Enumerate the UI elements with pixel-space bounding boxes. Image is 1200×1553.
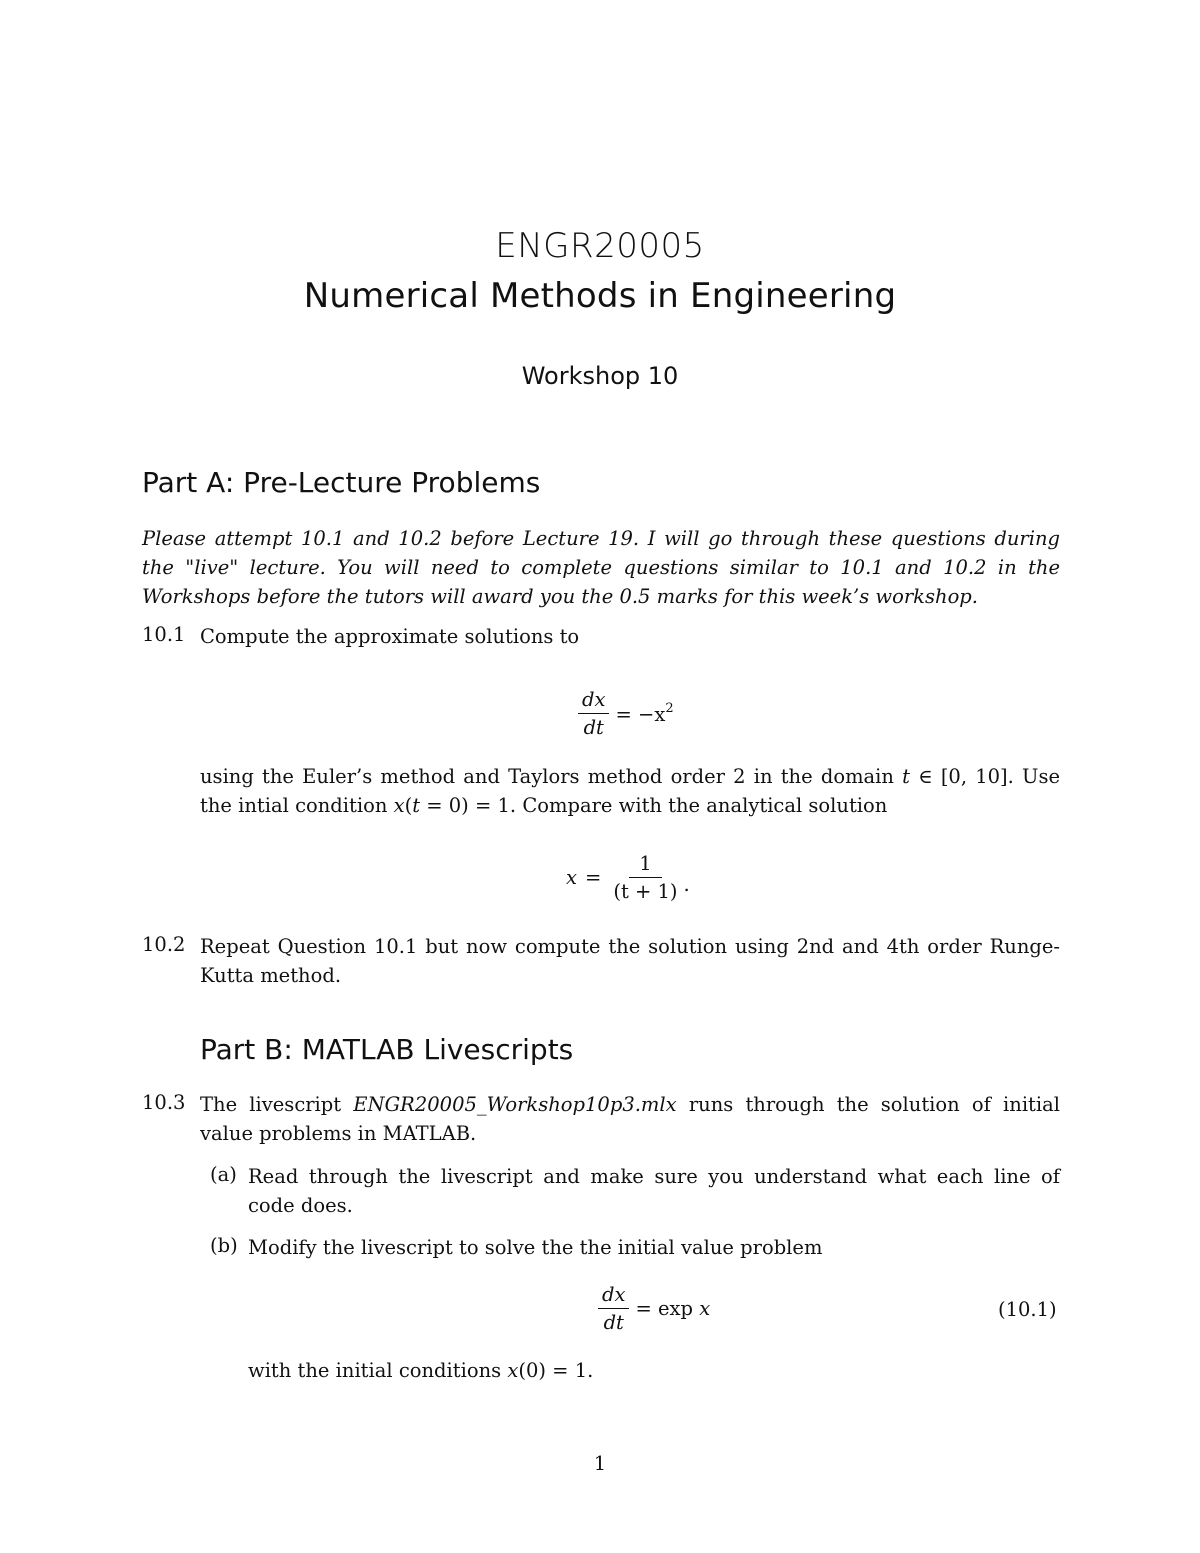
fraction-solution: $\frac{1}{(t + 1)}$	[613, 852, 678, 903]
equation-analytical-solution: x = $\frac{1}{(t + 1)}$ .	[566, 852, 690, 903]
initial-conditions-text: with the initial conditions x(0) = 1.	[248, 1359, 594, 1382]
subquestion-b-text: Modify the livescript to solve the the initial value problem	[248, 1236, 823, 1259]
part-b-heading: Part B: MATLAB Livescripts	[200, 1033, 574, 1066]
question-10-1-instructions: using the Euler’s method and Taylors method order 2 in the domain t ∈ [0, 10]. Use the intial condition x(t = 0) = 1. Compare with the analytical solution	[200, 765, 1060, 817]
part-a-intro: Please attempt 10.1 and 10.2 before Lecture 19. I will go through these questions during the "live" lecture. You will need to complete questions similar to 10.1 and 10.2 in the Workshops before the tutors will award you the 0.5 marks for this week’s workshop.	[142, 527, 1060, 608]
question-10-2-text: Repeat Question 10.1 but now compute the solution using 2nd and 4th order Runge-Kutta method.	[200, 935, 1060, 987]
course-name: Numerical Methods in Engineering	[303, 276, 897, 316]
equation-number: (10.1)	[998, 1298, 1057, 1321]
livescript-filename: ENGR20005_Workshop10p3.mlx	[353, 1093, 677, 1116]
question-10-1-number: 10.1	[142, 623, 186, 646]
question-10-3-number: 10.3	[142, 1091, 186, 1114]
fraction-dx-dt-2: $\frac{dx}{dt}$	[598, 1283, 629, 1334]
fraction-dx-dt: $\frac{dx}{dt}$	[578, 688, 609, 739]
page-number: 1	[593, 1452, 607, 1475]
subquestion-a-label: (a)	[210, 1163, 237, 1186]
question-10-1-text: Compute the approximate solutions to	[200, 625, 580, 648]
equation-ode-1	[578, 688, 674, 739]
question-10-2-number: 10.2	[142, 933, 186, 956]
subquestion-a-text: Read through the livescript and make sure you understand what each line of code does.	[248, 1165, 1060, 1217]
equation-rhs: = $-x^2$	[615, 701, 674, 726]
equation-ode-2: $\frac{dx}{dt}$ = exp x	[598, 1283, 710, 1334]
course-code: ENGR20005	[495, 226, 705, 266]
part-a-heading: Part A: Pre-Lecture Problems	[142, 466, 541, 499]
subquestion-b-label: (b)	[210, 1234, 238, 1257]
question-10-3-text: The livescript ENGR20005_Workshop10p3.mlx runs through the solution of initial value problems in MATLAB.	[200, 1093, 1060, 1145]
workshop-title: Workshop 10	[521, 362, 679, 390]
